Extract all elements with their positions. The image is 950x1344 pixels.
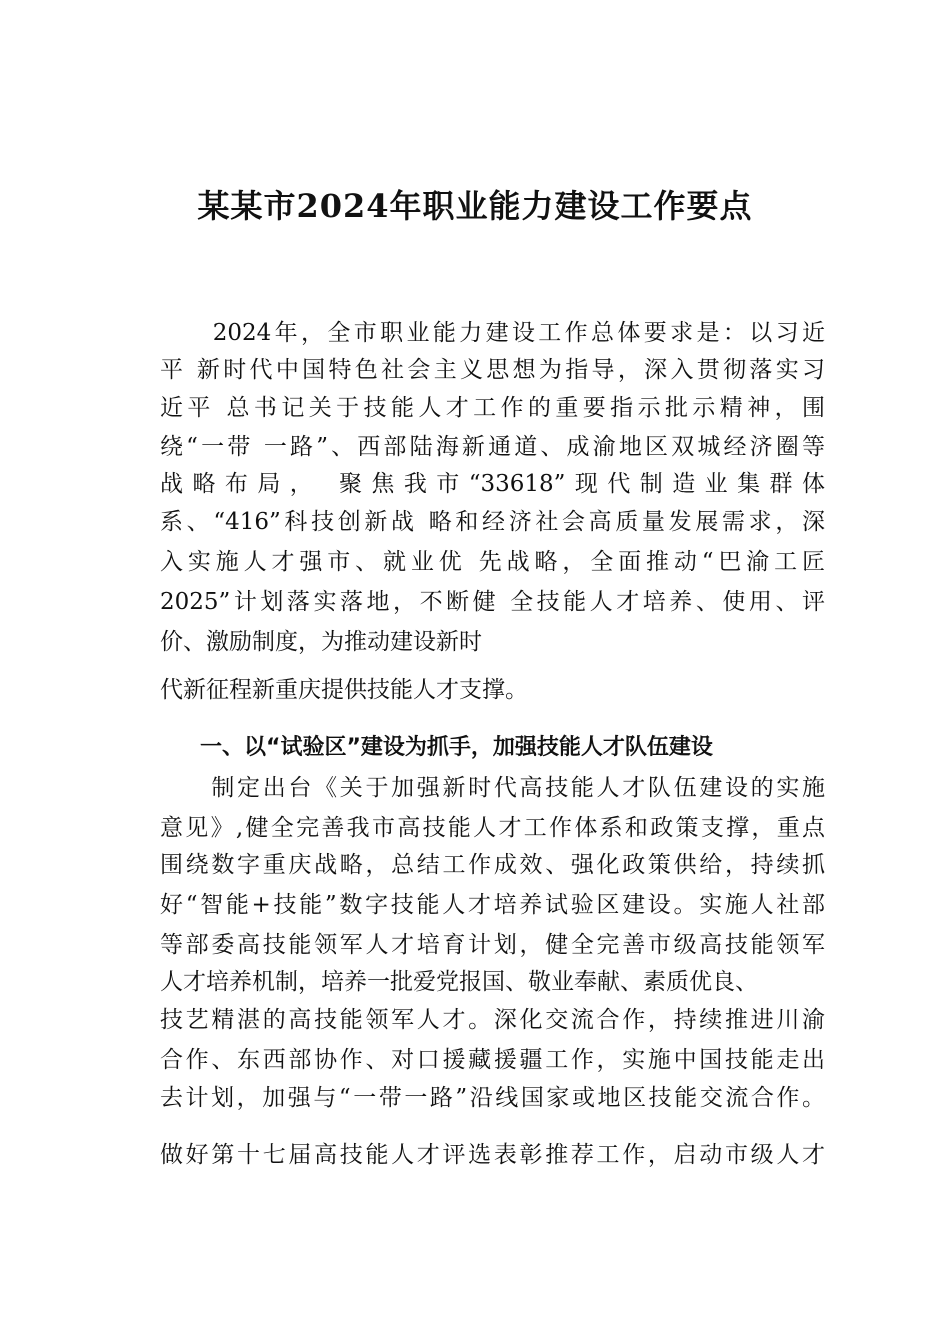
text-line: 系、“416”科技创新战 略和经济社会高质量发展需求，深 [160,509,825,535]
text-line: 技艺精湛的高技能领军人才。深化交流合作，持续推进川渝 [160,1007,825,1033]
text-line: 近平 总书记关于技能人才工作的重要指示批示精神，围 [160,395,825,421]
text-line: 合作、东西部协作、对口援藏援疆工作，实施中国技能走出 [160,1047,825,1073]
text-line: 去计划，加强与“一带一路”沿线国家或地区技能交流合作。 [160,1085,825,1111]
text-line: 入实施人才强市、就业优 先战略，全面推动“巴渝工匠 [160,549,825,575]
text-line: 2024年，全市职业能力建设工作总体要求是：以习近 [160,320,825,346]
text-line: 代新征程新重庆提供技能人才支撑。 [160,677,528,703]
text-line: 等部委高技能领军人才培育计划，健全完善市级高技能领军 [160,932,825,958]
text-line: 平 新时代中国特色社会主义思想为指导，深入贯彻落实习 [160,357,825,383]
text-line: 绕“一带 一路”、西部陆海新通道、成渝地区双城经济圈等 [160,434,825,460]
text-line: 意见》,健全完善我市高技能人才工作体系和政策支撑，重点 [160,815,825,841]
text-line: 好“智能+技能”数字技能人才培养试验区建设。实施人社部 [160,892,825,918]
section-heading: 一、以“试验区”建设为抓手，加强技能人才队伍建设 [200,735,713,760]
text-line: 制定出台《关于加强新时代高技能人才队伍建设的实施 [160,775,825,801]
text-line: 人才培养机制，培养一批爱党报国、敬业奉献、素质优良、 [160,969,758,995]
text-line: 做好第十七届高技能人才评选表彰推荐工作，启动市级人才 [160,1142,825,1168]
text-line: 围绕数字重庆战略，总结工作成效、强化政策供给，持续抓 [160,852,825,878]
text-line: 战略布局， 聚焦我市“33618”现代制造业集群体 [160,471,825,497]
text-line: 2025”计划落实落地，不断健 全技能人才培养、使用、评 [160,589,825,615]
document-title: 某某市2024年职业能力建设工作要点 [197,187,753,225]
text-line: 价、激励制度，为推动建设新时 [160,629,482,655]
